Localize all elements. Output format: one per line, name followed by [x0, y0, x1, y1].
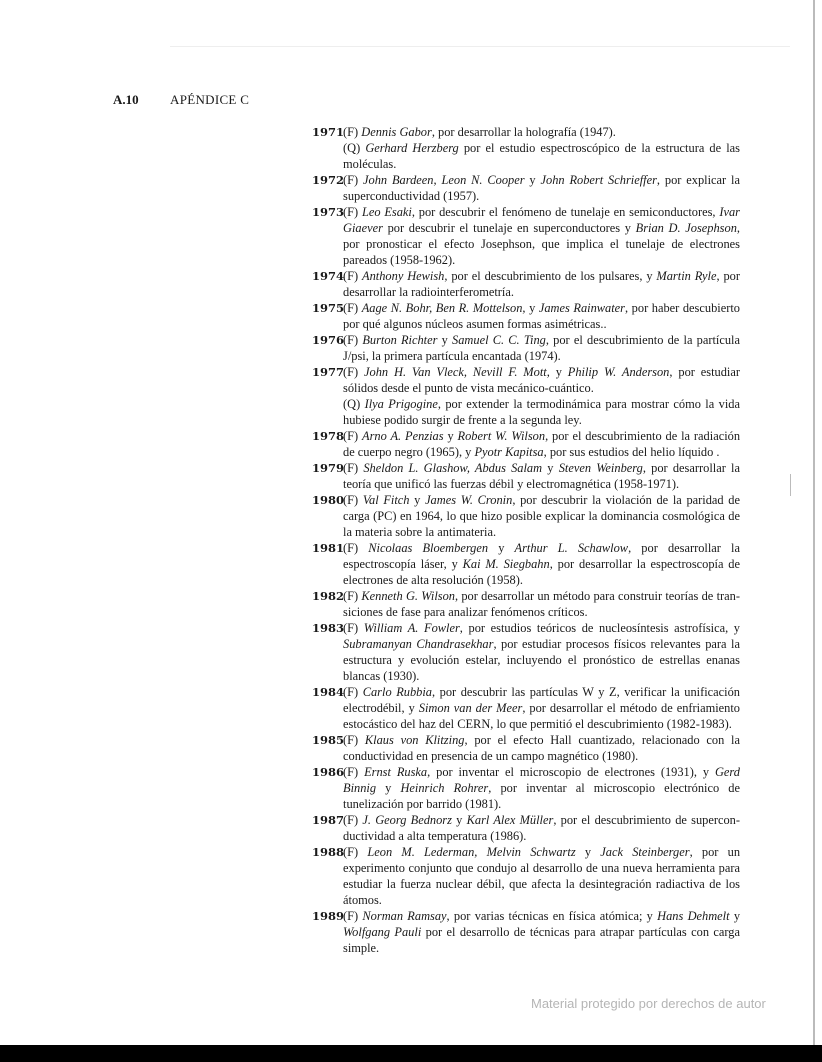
- laureate-name: Burton Richter: [362, 333, 438, 347]
- laureate-name: Robert W. Wilson: [457, 429, 546, 443]
- entry-text: [343, 540, 740, 588]
- text-segment: , por desarrollar la teoría que unificó las fuerzas débil y electromagnética (1958-1971).: [343, 461, 740, 491]
- text-segment: , por descubrir el fenómeno de tunelaje en semiconductores,: [411, 205, 720, 219]
- laureate-name: Subramanyan Chandrasekhar: [343, 637, 494, 651]
- text-segment: , por estudios teóricos de nucleosíntesis astrofísica, y: [459, 621, 740, 635]
- chapter-title: APÉNDICE C: [170, 92, 250, 107]
- text-segment: y: [542, 461, 559, 475]
- text-segment: (F): [343, 765, 365, 779]
- laureate-name: Hans Dehmelt: [657, 909, 730, 923]
- entry-1978: [312, 428, 740, 460]
- entry-text: [343, 124, 740, 140]
- entry-year: 1985: [312, 733, 345, 747]
- entry-text: [343, 268, 740, 300]
- text-segment: , por varias técnicas en física atómica; y: [446, 909, 658, 923]
- entry-text: [343, 844, 740, 908]
- entry-text: [343, 460, 740, 492]
- entry-year: 1981: [312, 541, 345, 555]
- text-segment: (F): [343, 813, 363, 827]
- text-segment: , por el descubrimiento de la radiación de cuerpo negro (1965), y: [343, 429, 741, 459]
- laureate-name: John Robert Schrieffer: [540, 173, 657, 187]
- laureate-name: Kai M. Siegbahn: [462, 557, 550, 571]
- text-segment: y: [524, 173, 541, 187]
- entry-year: 1989: [312, 909, 345, 923]
- entry-year: 1977: [312, 365, 345, 379]
- entry-text: [343, 588, 740, 620]
- text-segment: (Q): [343, 397, 365, 411]
- entry-year: 1988: [312, 845, 345, 859]
- entry-year: 1980: [312, 493, 345, 507]
- text-segment: (F): [343, 541, 369, 555]
- text-segment: , por extender la termodinámica para mostrar cómo la vida hubiese podido surgir de frente a la segunda ley.: [343, 397, 740, 427]
- entry-1988: [312, 844, 740, 908]
- text-segment: , por el descubrimiento de los pulsares, y: [444, 269, 657, 283]
- entry-year: 1984: [312, 685, 345, 699]
- laureate-name: Ivar Giaever: [343, 205, 740, 235]
- laureate-name: Brian D. Josephson: [635, 221, 737, 235]
- page-number: A.10: [113, 92, 139, 107]
- entry-text: [343, 492, 740, 540]
- laureate-name: Dennis Gabor: [361, 125, 432, 139]
- text-segment: (F): [343, 909, 363, 923]
- entry-year: 1972: [312, 173, 345, 187]
- entry-1983: [312, 620, 740, 684]
- entry-year: 1978: [312, 429, 345, 443]
- laureate-name: Heinrich Rohrer: [400, 781, 489, 795]
- laureate-name: Philip W. Anderson: [567, 365, 670, 379]
- laureate-name: Aage N. Bohr, Ben R. Mottelson,: [361, 301, 526, 315]
- entry-year: 1973: [312, 205, 345, 219]
- entry-year: 1983: [312, 621, 345, 635]
- laureate-name: Arno A. Penzias: [362, 429, 444, 443]
- text-segment: , por el descubrimiento de superconductividad a alta temperatura (1986).: [343, 813, 741, 843]
- entry-text: [343, 428, 740, 460]
- entry-1982: [312, 588, 740, 620]
- nobel-prize-list: [312, 124, 740, 956]
- laureate-name: Arthur L. Schawlow: [514, 541, 629, 555]
- entry-1979: [312, 460, 740, 492]
- entry-year: 1986: [312, 765, 345, 779]
- entry-1981: [312, 540, 740, 588]
- text-segment: , por descubrir las partículas W y Z, verificar la unificación electrodébil, y: [343, 685, 740, 715]
- text-segment: por descubrir el tunelaje en superconductores y: [382, 221, 636, 235]
- entry-1971: [312, 124, 740, 172]
- entry-year: 1976: [312, 333, 345, 347]
- entry-1974: [312, 268, 740, 300]
- entry-year: 1982: [312, 589, 345, 603]
- text-segment: , por estudiar procesos físicos relevantes para la estructura y evolución estelar, incluyendo el pronóstico de estrellas enanas blancas (1930).: [343, 637, 740, 683]
- laureate-name: Kenneth G. Wilson: [361, 589, 455, 603]
- laureate-name: Gerhard Herzberg: [365, 141, 459, 155]
- laureate-name: Leon M. Lederman, Melvin Schwartz: [367, 845, 576, 859]
- text-segment: , por el efecto Hall cuantizado, relacionado con la conductividad en presencia de un campo magnético (1980).: [343, 733, 740, 763]
- text-segment: (F): [343, 621, 364, 635]
- text-segment: y: [488, 541, 515, 555]
- laureate-name: Val Fitch: [362, 493, 410, 507]
- laureate-name: Wolfgang Pauli: [343, 925, 422, 939]
- entry-1984: [312, 684, 740, 732]
- text-segment: y: [376, 781, 401, 795]
- text-segment: , por desarrollar un método para construir teorías de transiciones de fase para analizar fenómenos críticos.: [343, 589, 740, 619]
- text-segment: (F): [343, 125, 362, 139]
- entry-text: [343, 908, 740, 956]
- entry-text: [343, 204, 740, 268]
- laureate-name: William A. Fowler: [363, 621, 460, 635]
- text-segment: y: [729, 909, 741, 923]
- entry-year: 1971: [312, 125, 345, 139]
- entry-text: [343, 620, 740, 684]
- laureate-name: Anthony Hewish: [362, 269, 445, 283]
- entry-text: [343, 732, 740, 764]
- laureate-name: Norman Ramsay: [362, 909, 447, 923]
- laureate-name: Ilya Prigogine: [364, 397, 438, 411]
- text-segment: , por haber descubierto por qué algunos núcleos asumen formas asimétricas..: [343, 301, 740, 331]
- laureate-name: Samuel C. C. Ting: [452, 333, 546, 347]
- laureate-name: Jack Steinberger: [600, 845, 690, 859]
- text-segment: por el desarrollo de técnicas para atrapar partículas con carga simple.: [343, 925, 740, 955]
- text-segment: y: [549, 365, 568, 379]
- text-segment: y: [443, 429, 458, 443]
- laureate-name: Karl Alex Müller: [466, 813, 554, 827]
- text-segment: , por explicar la superconductividad (1957).: [343, 173, 741, 203]
- entry-year: 1974: [312, 269, 345, 283]
- laureate-name: James Rainwater: [538, 301, 626, 315]
- text-segment: (Q): [343, 141, 366, 155]
- text-segment: , por desarrollar la espectroscopía de electrones de alta resolución (1958).: [343, 557, 740, 587]
- scan-artifact-line: [170, 46, 790, 47]
- text-segment: y: [575, 845, 601, 859]
- laureate-name: Gerd Binnig: [343, 765, 740, 795]
- laureate-name: Leo Esaki: [361, 205, 412, 219]
- entry-1977: [312, 364, 740, 428]
- text-segment: , por inventar el microscopio de electrones (1931), y: [427, 765, 715, 779]
- bottom-bar: [0, 1045, 822, 1062]
- entry-1972: [312, 172, 740, 204]
- text-segment: (F): [343, 845, 368, 859]
- entry-text: [343, 332, 740, 364]
- text-segment: , por desarrollar la radiointerferometría.: [343, 269, 740, 299]
- text-segment: (F): [343, 685, 363, 699]
- entry-text: [343, 764, 740, 812]
- text-segment: y: [437, 333, 453, 347]
- text-segment: , por estudiar sólidos desde el punto de vista mecánico-cuántico.: [343, 365, 740, 395]
- entry-1980: [312, 492, 740, 540]
- text-segment: (F): [343, 365, 365, 379]
- text-segment: , por pronosticar el efecto Josephson, que implica el tunelaje de electrones pareados (1958-1962).: [343, 221, 740, 267]
- laureate-name: J. Georg Bednorz: [362, 813, 452, 827]
- text-segment: , por inventar al microscopio electrónico de tunelización por barrido (1981).: [343, 781, 740, 811]
- entry-text: [343, 684, 740, 732]
- text-segment: (F): [343, 493, 363, 507]
- text-segment: (F): [343, 333, 363, 347]
- text-segment: (F): [343, 461, 364, 475]
- text-segment: y: [525, 301, 539, 315]
- laureate-name: Carlo Rubbia: [362, 685, 432, 699]
- entry-text: [343, 396, 740, 428]
- text-segment: por el estudio espectroscópico de la estructura de las moléculas.: [343, 141, 740, 171]
- entry-1975: [312, 300, 740, 332]
- entry-text: [343, 812, 740, 844]
- laureate-name: James W. Cronin: [425, 493, 513, 507]
- text-segment: (F): [343, 301, 362, 315]
- entry-1985: [312, 732, 740, 764]
- entry-1973: [312, 204, 740, 268]
- laureate-name: John H. Van Vleck, Nevill F. Mott,: [364, 365, 550, 379]
- text-segment: , por el descubrimiento de la partícula J/psi, la primera partícula encantada (1974).: [343, 333, 740, 363]
- scan-artifact-mark: [790, 474, 791, 496]
- entry-1989: [312, 908, 740, 956]
- entry-text: [343, 172, 740, 204]
- entry-1987: [312, 812, 740, 844]
- laureate-name: John Bardeen, Leon N. Cooper: [363, 173, 525, 187]
- laureate-name: Sheldon L. Glashow, Abdus Salam: [363, 461, 543, 475]
- laureate-name: Simon van der Meer: [418, 701, 523, 715]
- text-segment: (F): [343, 173, 364, 187]
- entry-1986: [312, 764, 740, 812]
- entry-text: [343, 140, 740, 172]
- text-segment: , por desarrollar la espectroscopía láser, y: [343, 541, 740, 571]
- text-segment: y: [451, 813, 467, 827]
- text-segment: , por desarrollar la holografía (1947).: [431, 125, 616, 139]
- text-segment: , por desarrollar el método de enfriamiento estocástico del haz del CERN, lo que permitió el descubrimiento (1982-1983).: [343, 701, 741, 731]
- laureate-name: Nicolaas Bloembergen: [368, 541, 489, 555]
- text-segment: (F): [343, 269, 363, 283]
- entry-text: [343, 364, 740, 396]
- text-segment: (F): [343, 589, 362, 603]
- laureate-name: Pyotr Kapitsa: [474, 445, 544, 459]
- copyright-watermark: Material protegido por derechos de autor: [531, 996, 766, 1011]
- entry-1976: [312, 332, 740, 364]
- text-segment: , por sus estudios del helio líquido .: [543, 445, 720, 459]
- entry-year: 1987: [312, 813, 345, 827]
- entry-year: 1975: [312, 301, 345, 315]
- laureate-name: Ernst Ruska: [364, 765, 428, 779]
- entry-year: 1979: [312, 461, 345, 475]
- entry-text: [343, 300, 740, 332]
- laureate-name: Martin Ryle: [656, 269, 717, 283]
- text-segment: (F): [343, 429, 363, 443]
- text-segment: (F): [343, 205, 362, 219]
- text-segment: (F): [343, 733, 365, 747]
- text-segment: , por un experimento conjunto que condujo al desarrollo de una nueva herramienta para estudiar la fuerza nuclear débil, que afecta la desintegración radiactiva de los átomos.: [343, 845, 741, 907]
- text-segment: y: [409, 493, 426, 507]
- laureate-name: Steven Weinberg: [558, 461, 643, 475]
- text-segment: , por descubrir la violación de la paridad de carga (PC) en 1964, lo que hizo posible explicar la dominancia cosmológica de la materia sobre la antimateria.: [343, 493, 740, 539]
- laureate-name: Klaus von Klitzing: [364, 733, 465, 747]
